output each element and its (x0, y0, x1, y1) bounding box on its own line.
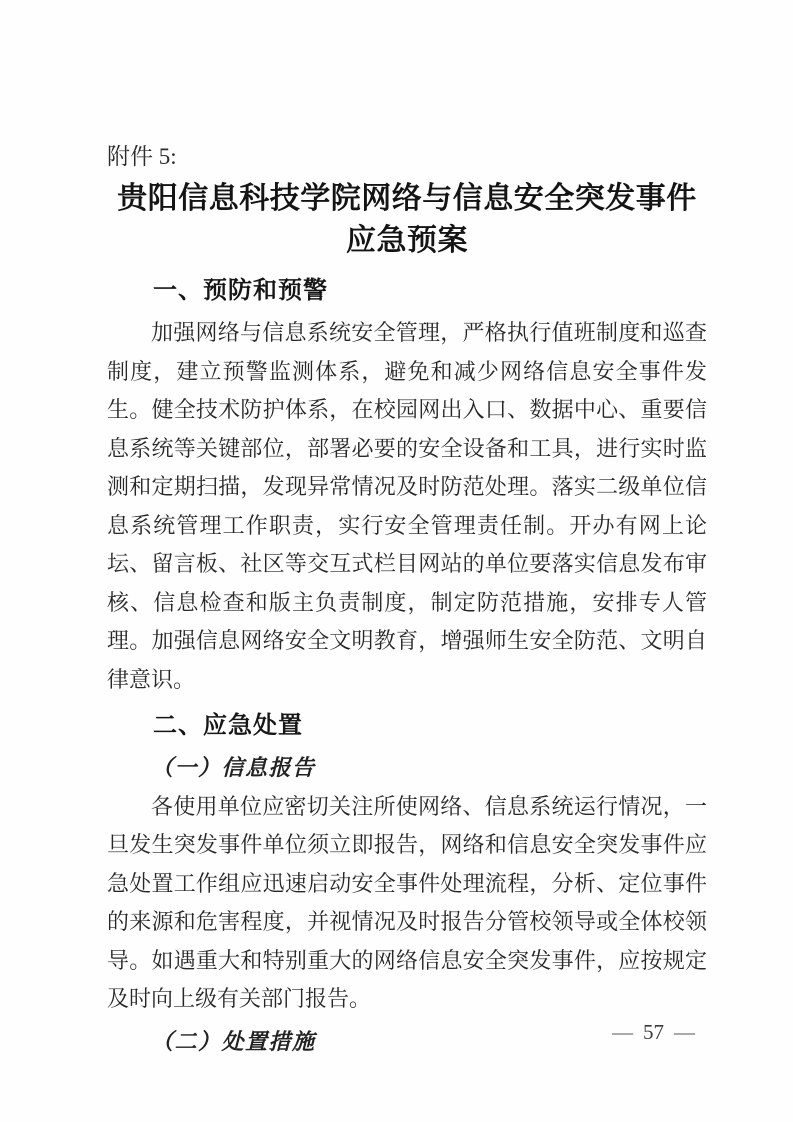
page-number-left-dash: — (612, 1020, 633, 1044)
attachment-label: 附件 5: (107, 144, 177, 169)
subheading-disposal-measures: （二）处置措施 (151, 1028, 316, 1054)
document-title-line-1: 贵阳信息科技学院网络与信息安全突发事件 (117, 182, 697, 215)
section-heading-response: 二、应急处置 (153, 712, 303, 739)
page-number-right-dash: — (674, 1020, 695, 1044)
paragraph-information-report: 各使用单位应密切关注所使网络、信息系统运行情况，一旦发生突发事件单位须立即报告，网络和信息安全突发事件应急处置工作组应迅速启动安全事件处理流程，分析、定位事件的来源和危害程度，并视情况及时报告分管校领导或全体校领导。如遇重大和特别重大的网络信息安全突发事件，应按规定及时向上级有关部门报告。 (107, 793, 707, 1011)
page-number (612, 1020, 695, 1044)
subheading-information-report: （一）信息报告 (151, 755, 316, 780)
page-number-value: 57 (643, 1020, 664, 1044)
document-title-line-2: 应急预案 (346, 224, 468, 257)
paragraph-prevention: 加强网络与信息系统安全管理，严格执行值班制度和巡查制度，建立预警监测体系，避免和减少网络信息安全事件发生。健全技术防护体系，在校园网出入口、数据中心、重要信息系统等关键部位，部署必要的安全设备和工具，进行实时监测和定期扫描，发现异常情况及时防范处理。落实二级单位信息系统管理工作职责，实行安全管理责任制。开办有网上论坛、留言板、社区等交互式栏目网站的单位要落实信息发布审核、信息检查和版主负责制度，制定防范措施，安排专人管理。加强信息网络安全文明教育，增强师生安全防范、文明自律意识。 (107, 320, 707, 692)
section-heading-prevention: 一、预防和预警 (153, 277, 328, 304)
document-title (107, 178, 707, 262)
